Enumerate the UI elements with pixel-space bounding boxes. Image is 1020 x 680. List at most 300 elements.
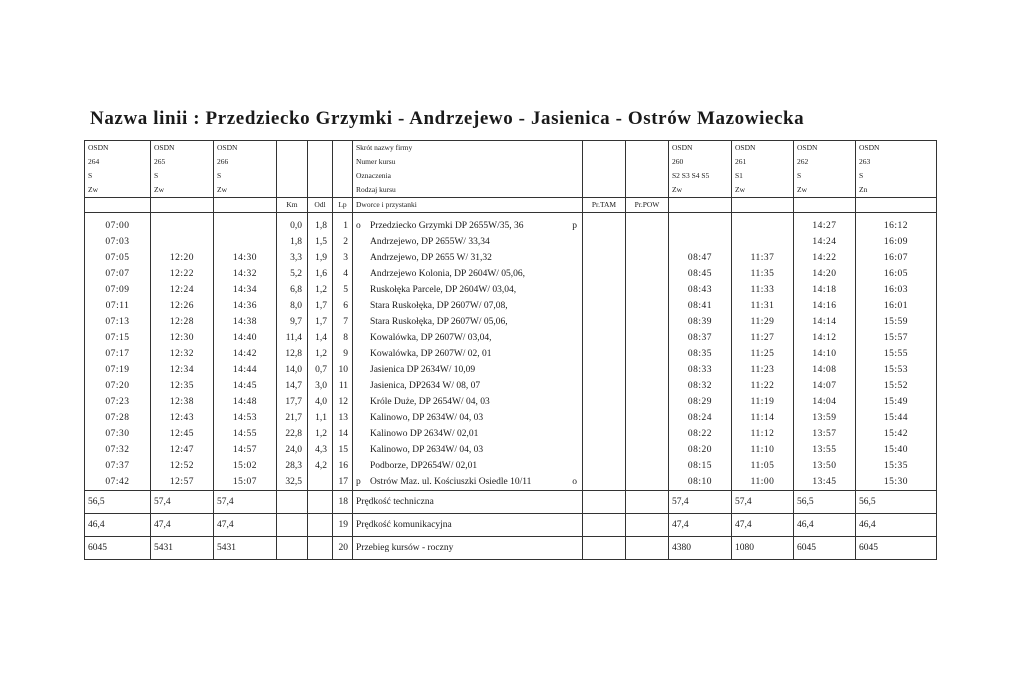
- column-header-prpow: Pr.POW: [626, 198, 669, 213]
- prpow-cell: [626, 330, 669, 346]
- line-title: Nazwa linii : Przedziecko Grzymki - Andrzejewo - Jasienica - Ostrów Mazowiecka: [90, 108, 805, 129]
- summary-value: 57,4: [151, 491, 214, 514]
- course-type: Zw: [214, 183, 277, 198]
- course-type: Zw: [732, 183, 794, 198]
- prtam-cell: [583, 282, 626, 298]
- prtam-cell: [583, 266, 626, 282]
- course-number: 262: [794, 155, 856, 169]
- course-firm: OSDN: [732, 141, 794, 156]
- departure-time: 07:03: [85, 234, 151, 250]
- stop-prefix-mark: p: [356, 477, 361, 487]
- stop-row: [85, 346, 937, 362]
- column-header-row: [85, 198, 937, 213]
- return-time: 11:37: [732, 250, 794, 266]
- return-time: 14:07: [794, 378, 856, 394]
- km-value: 1,8: [277, 234, 308, 250]
- return-time: 13:57: [794, 426, 856, 442]
- stop-name: Andrzejewo, DP 2655 W/ 31,32: [370, 253, 492, 263]
- return-time: 11:05: [732, 458, 794, 474]
- return-time: 15:55: [856, 346, 937, 362]
- departure-time: 14:53: [214, 410, 277, 426]
- course-number: 260: [669, 155, 732, 169]
- header-empty-km: [277, 155, 308, 169]
- distance-value: 1,4: [308, 330, 333, 346]
- return-time: 11:14: [732, 410, 794, 426]
- return-time: [732, 218, 794, 234]
- stop-cell: [353, 250, 583, 266]
- return-time: 14:04: [794, 394, 856, 410]
- stop-cell: [353, 474, 583, 491]
- summary-value: 4380: [669, 537, 732, 560]
- summary-value: 57,4: [732, 491, 794, 514]
- distance-value: 3,0: [308, 378, 333, 394]
- return-time: 08:45: [669, 266, 732, 282]
- return-time: 14:24: [794, 234, 856, 250]
- departure-time: 07:28: [85, 410, 151, 426]
- summary-empty: [308, 514, 333, 537]
- return-time: 08:15: [669, 458, 732, 474]
- stop-name: Ruskołęka Parcele, DP 2604W/ 03,04,: [370, 285, 517, 295]
- return-time: 15:35: [856, 458, 937, 474]
- course-marks: S: [151, 169, 214, 183]
- stop-name: Ostrów Maz. ul. Kościuszki Osiedle 10/11: [370, 477, 532, 487]
- distance-value: 1,6: [308, 266, 333, 282]
- return-time: 13:59: [794, 410, 856, 426]
- header-row-label: Oznaczenia: [353, 169, 583, 183]
- stop-row: [85, 234, 937, 250]
- return-time: 08:24: [669, 410, 732, 426]
- prpow-cell: [626, 458, 669, 474]
- prtam-cell: [583, 298, 626, 314]
- departure-time: 14:48: [214, 394, 277, 410]
- departure-time: 12:26: [151, 298, 214, 314]
- return-time: 13:55: [794, 442, 856, 458]
- timetable: [84, 140, 937, 560]
- return-time: 14:10: [794, 346, 856, 362]
- distance-value: 4,2: [308, 458, 333, 474]
- prpow-cell: [626, 234, 669, 250]
- summary-value: 5431: [214, 537, 277, 560]
- stop-cell: [353, 298, 583, 314]
- stop-name: Kowalówka, DP 2607W/ 03,04,: [370, 333, 492, 343]
- km-value: 21,7: [277, 410, 308, 426]
- departure-time: 07:15: [85, 330, 151, 346]
- stop-number: 6: [333, 298, 353, 314]
- header-empty-lp: [333, 141, 353, 156]
- return-time: 08:47: [669, 250, 732, 266]
- distance-value: 1,7: [308, 314, 333, 330]
- column-header-stops: Dworce i przystanki: [353, 198, 583, 213]
- departure-time: 14:55: [214, 426, 277, 442]
- distance-value: 1,2: [308, 282, 333, 298]
- header-empty-prtam: [583, 155, 626, 169]
- return-time: 11:35: [732, 266, 794, 282]
- departure-time: 07:13: [85, 314, 151, 330]
- return-time: 15:52: [856, 378, 937, 394]
- departure-time: [214, 218, 277, 234]
- distance-value: 0,7: [308, 362, 333, 378]
- departure-time: 14:36: [214, 298, 277, 314]
- return-time: 16:09: [856, 234, 937, 250]
- return-time: 16:05: [856, 266, 937, 282]
- return-time: 15:53: [856, 362, 937, 378]
- column-header-prtam: Pr.TAM: [583, 198, 626, 213]
- distance-value: 4,0: [308, 394, 333, 410]
- course-marks: S: [856, 169, 937, 183]
- return-time: 14:08: [794, 362, 856, 378]
- prpow-cell: [626, 442, 669, 458]
- prpow-cell: [626, 362, 669, 378]
- course-firm: OSDN: [794, 141, 856, 156]
- stop-number: 11: [333, 378, 353, 394]
- return-time: 15:40: [856, 442, 937, 458]
- stop-number: 1: [333, 218, 353, 234]
- course-number: 266: [214, 155, 277, 169]
- distance-value: 1,9: [308, 250, 333, 266]
- stop-name: Jasienica DP 2634W/ 10,09: [370, 365, 476, 375]
- header-row-firm: [85, 141, 937, 156]
- departure-time: 07:05: [85, 250, 151, 266]
- stop-row: [85, 250, 937, 266]
- stop-number: 15: [333, 442, 353, 458]
- prpow-cell: [626, 282, 669, 298]
- summary-value: 47,4: [669, 514, 732, 537]
- course-type: Zw: [794, 183, 856, 198]
- return-time: 08:43: [669, 282, 732, 298]
- stop-name: Podborze, DP2654W/ 02,01: [370, 461, 478, 471]
- prtam-cell: [583, 394, 626, 410]
- departure-time: [151, 234, 214, 250]
- return-time: 15:59: [856, 314, 937, 330]
- summary-label: Prędkość komunikacyjna: [353, 514, 583, 537]
- summary-value: 56,5: [85, 491, 151, 514]
- return-time: 16:03: [856, 282, 937, 298]
- stop-name: Kalinowo, DP 2634W/ 04, 03: [370, 445, 484, 455]
- course-firm: OSDN: [856, 141, 937, 156]
- course-number: 261: [732, 155, 794, 169]
- return-time: 11:23: [732, 362, 794, 378]
- return-time: 08:33: [669, 362, 732, 378]
- stop-suffix-mark: o: [572, 477, 577, 487]
- return-time: 11:00: [732, 474, 794, 491]
- course-firm: OSDN: [214, 141, 277, 156]
- course-number: 265: [151, 155, 214, 169]
- column-header-odl: Odl: [308, 198, 333, 213]
- column-header-empty: [794, 198, 856, 213]
- header-row-label: Rodzaj kursu: [353, 183, 583, 198]
- header-empty-km: [277, 169, 308, 183]
- departure-time: 07:32: [85, 442, 151, 458]
- return-time: 15:57: [856, 330, 937, 346]
- header-empty-odl: [308, 169, 333, 183]
- departure-time: 14:45: [214, 378, 277, 394]
- prtam-cell: [583, 458, 626, 474]
- course-type: Zn: [856, 183, 937, 198]
- summary-value: 56,5: [856, 491, 937, 514]
- stop-name: Przedziecko Grzymki DP 2655W/35, 36: [370, 221, 524, 231]
- header-empty-prpow: [626, 169, 669, 183]
- departure-time: 07:30: [85, 426, 151, 442]
- column-header-empty: [856, 198, 937, 213]
- return-time: 08:20: [669, 442, 732, 458]
- header-empty-prtam: [583, 141, 626, 156]
- stop-number: 2: [333, 234, 353, 250]
- return-time: [669, 234, 732, 250]
- summary-block: [85, 491, 937, 560]
- departure-time: 12:52: [151, 458, 214, 474]
- header-empty-lp: [333, 169, 353, 183]
- distance-value: 4,3: [308, 442, 333, 458]
- summary-empty: [583, 514, 626, 537]
- return-time: 08:22: [669, 426, 732, 442]
- stop-name: Kowalówka, DP 2607W/ 02, 01: [370, 349, 492, 359]
- header-empty-km: [277, 141, 308, 156]
- km-value: 24,0: [277, 442, 308, 458]
- summary-value: 6045: [794, 537, 856, 560]
- summary-empty: [277, 491, 308, 514]
- course-type: Zw: [151, 183, 214, 198]
- summary-row: [85, 537, 937, 560]
- departure-time: 14:34: [214, 282, 277, 298]
- departure-time: 07:42: [85, 474, 151, 491]
- return-time: 14:18: [794, 282, 856, 298]
- departure-time: 12:32: [151, 346, 214, 362]
- summary-empty: [308, 537, 333, 560]
- prtam-cell: [583, 378, 626, 394]
- departure-time: 12:43: [151, 410, 214, 426]
- summary-empty: [308, 491, 333, 514]
- course-firm: OSDN: [669, 141, 732, 156]
- stop-row: [85, 314, 937, 330]
- header-row-number: [85, 155, 937, 169]
- summary-value: 46,4: [85, 514, 151, 537]
- prpow-cell: [626, 218, 669, 234]
- departure-time: 12:28: [151, 314, 214, 330]
- departure-time: 14:30: [214, 250, 277, 266]
- departure-time: 07:19: [85, 362, 151, 378]
- summary-value: 46,4: [794, 514, 856, 537]
- prtam-cell: [583, 330, 626, 346]
- stop-cell: [353, 282, 583, 298]
- course-marks: S1: [732, 169, 794, 183]
- course-number: 263: [856, 155, 937, 169]
- course-firm: OSDN: [85, 141, 151, 156]
- departure-time: 12:30: [151, 330, 214, 346]
- course-firm: OSDN: [151, 141, 214, 156]
- stop-name: Andrzejewo Kolonia, DP 2604W/ 05,06,: [370, 269, 526, 279]
- summary-empty: [277, 537, 308, 560]
- return-time: 16:01: [856, 298, 937, 314]
- prtam-cell: [583, 234, 626, 250]
- stop-number: 5: [333, 282, 353, 298]
- departure-time: 12:34: [151, 362, 214, 378]
- departure-time: 07:37: [85, 458, 151, 474]
- return-time: 15:30: [856, 474, 937, 491]
- stop-name: Jasienica, DP2634 W/ 08, 07: [370, 381, 481, 391]
- stop-row: [85, 362, 937, 378]
- departure-time: 07:00: [85, 218, 151, 234]
- stop-number: 14: [333, 426, 353, 442]
- km-value: 22,8: [277, 426, 308, 442]
- return-time: 08:10: [669, 474, 732, 491]
- return-time: 15:49: [856, 394, 937, 410]
- return-time: 16:12: [856, 218, 937, 234]
- departure-time: 12:57: [151, 474, 214, 491]
- prtam-cell: [583, 426, 626, 442]
- stop-name: Kalinowo, DP 2634W/ 04, 03: [370, 413, 484, 423]
- departure-time: 12:47: [151, 442, 214, 458]
- return-time: 11:33: [732, 282, 794, 298]
- departure-time: [151, 218, 214, 234]
- column-header-empty: [669, 198, 732, 213]
- prtam-cell: [583, 314, 626, 330]
- stop-row: [85, 426, 937, 442]
- return-time: 13:45: [794, 474, 856, 491]
- departure-time: 15:02: [214, 458, 277, 474]
- prpow-cell: [626, 378, 669, 394]
- column-header-empty: [732, 198, 794, 213]
- course-type: Zw: [85, 183, 151, 198]
- prpow-cell: [626, 266, 669, 282]
- stop-row: [85, 298, 937, 314]
- stop-cell: [353, 394, 583, 410]
- distance-value: 1,5: [308, 234, 333, 250]
- stop-number: 9: [333, 346, 353, 362]
- stop-cell: [353, 218, 583, 234]
- summary-value: 6045: [856, 537, 937, 560]
- summary-value: 56,5: [794, 491, 856, 514]
- departure-time: 14:44: [214, 362, 277, 378]
- course-marks: S: [85, 169, 151, 183]
- header-empty-lp: [333, 183, 353, 198]
- departure-time: 15:07: [214, 474, 277, 491]
- stop-number: 12: [333, 394, 353, 410]
- summary-value: 1080: [732, 537, 794, 560]
- stop-name: Kalinowo DP 2634W/ 02,01: [370, 429, 479, 439]
- header-empty-odl: [308, 183, 333, 198]
- summary-number: 19: [333, 514, 353, 537]
- header-row-marks: [85, 169, 937, 183]
- return-time: 08:37: [669, 330, 732, 346]
- header-row-type: [85, 183, 937, 198]
- column-header-empty: [85, 198, 151, 213]
- column-header-lp: Lp: [333, 198, 353, 213]
- departure-time: 14:38: [214, 314, 277, 330]
- prtam-cell: [583, 410, 626, 426]
- summary-value: 6045: [85, 537, 151, 560]
- summary-label: Przebieg kursów - roczny: [353, 537, 583, 560]
- summary-value: 57,4: [669, 491, 732, 514]
- return-time: 11:19: [732, 394, 794, 410]
- prtam-cell: [583, 218, 626, 234]
- departure-time: 14:57: [214, 442, 277, 458]
- prtam-cell: [583, 362, 626, 378]
- departure-time: 07:09: [85, 282, 151, 298]
- stop-name: Stara Ruskołęka, DP 2607W/ 05,06,: [370, 317, 508, 327]
- stop-suffix-mark: p: [572, 221, 577, 231]
- course-marks: S: [794, 169, 856, 183]
- stop-cell: [353, 426, 583, 442]
- return-time: [732, 234, 794, 250]
- header-empty-prpow: [626, 183, 669, 198]
- stop-cell: [353, 362, 583, 378]
- departure-time: 14:40: [214, 330, 277, 346]
- prpow-cell: [626, 314, 669, 330]
- course-type: Zw: [669, 183, 732, 198]
- summary-number: 18: [333, 491, 353, 514]
- departure-time: 12:22: [151, 266, 214, 282]
- stop-number: 4: [333, 266, 353, 282]
- header-empty-lp: [333, 155, 353, 169]
- return-time: 08:29: [669, 394, 732, 410]
- km-value: 3,3: [277, 250, 308, 266]
- stop-cell: [353, 378, 583, 394]
- summary-value: 57,4: [214, 491, 277, 514]
- summary-label: Prędkość techniczna: [353, 491, 583, 514]
- departure-time: 12:24: [151, 282, 214, 298]
- return-time: [669, 218, 732, 234]
- prpow-cell: [626, 394, 669, 410]
- distance-value: 1,2: [308, 346, 333, 362]
- column-header-km: Km: [277, 198, 308, 213]
- column-header-empty: [214, 198, 277, 213]
- course-number: 264: [85, 155, 151, 169]
- header-empty-prtam: [583, 183, 626, 198]
- header-empty-prpow: [626, 155, 669, 169]
- header-empty-odl: [308, 155, 333, 169]
- course-marks: S: [214, 169, 277, 183]
- summary-row: [85, 491, 937, 514]
- departure-time: 07:23: [85, 394, 151, 410]
- km-value: 0,0: [277, 218, 308, 234]
- departure-time: [214, 234, 277, 250]
- distance-value: 1,2: [308, 426, 333, 442]
- return-time: 15:44: [856, 410, 937, 426]
- summary-number: 20: [333, 537, 353, 560]
- course-marks: S2 S3 S4 S5: [669, 169, 732, 183]
- prtam-cell: [583, 346, 626, 362]
- stop-row: [85, 458, 937, 474]
- prpow-cell: [626, 250, 669, 266]
- distance-value: 1,7: [308, 298, 333, 314]
- summary-value: 5431: [151, 537, 214, 560]
- return-time: 08:41: [669, 298, 732, 314]
- header-empty-prtam: [583, 169, 626, 183]
- prpow-cell: [626, 346, 669, 362]
- prpow-cell: [626, 410, 669, 426]
- return-time: 14:22: [794, 250, 856, 266]
- distance-value: [308, 474, 333, 491]
- km-value: 28,3: [277, 458, 308, 474]
- header-empty-km: [277, 183, 308, 198]
- return-time: 11:27: [732, 330, 794, 346]
- prtam-cell: [583, 474, 626, 491]
- summary-empty: [583, 537, 626, 560]
- departure-time: 14:42: [214, 346, 277, 362]
- return-time: 11:12: [732, 426, 794, 442]
- km-value: 8,0: [277, 298, 308, 314]
- stop-name: Króle Duże, DP 2654W/ 04, 03: [370, 397, 490, 407]
- km-value: 5,2: [277, 266, 308, 282]
- km-value: 17,7: [277, 394, 308, 410]
- stop-cell: [353, 346, 583, 362]
- km-value: 6,8: [277, 282, 308, 298]
- summary-empty: [626, 537, 669, 560]
- return-time: 08:32: [669, 378, 732, 394]
- stop-number: 3: [333, 250, 353, 266]
- departure-time: 12:35: [151, 378, 214, 394]
- stop-number: 13: [333, 410, 353, 426]
